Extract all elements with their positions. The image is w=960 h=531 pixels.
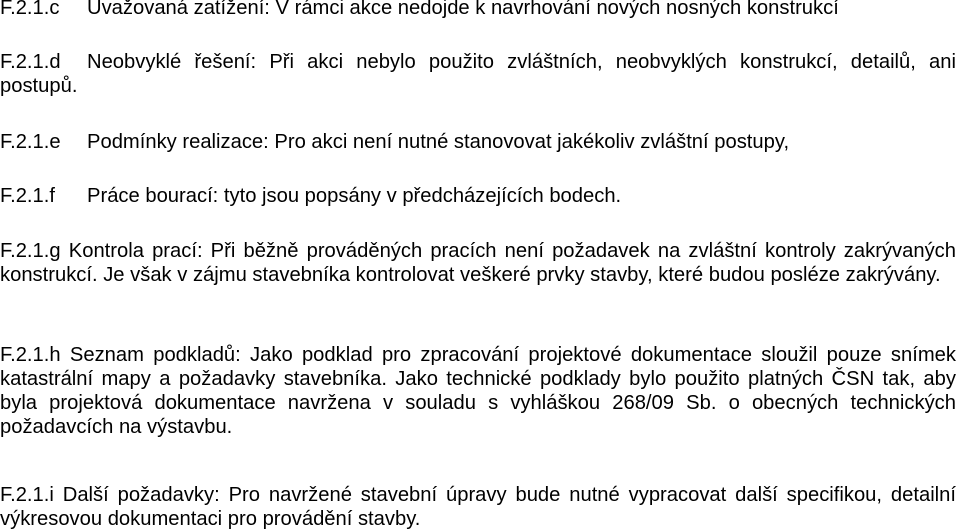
section-text: Neobvyklé řešení: Při akci nebylo použito zvláštních, neobvyklých konstrukcí, detailů, ani postupů.: [0, 51, 956, 97]
section-f-2-1-g: [0, 239, 956, 287]
section-text: Další požadavky: Pro navržené stavební úpravy bude nutné vypracovat další specifikou, detailní výkresovou dokumentaci pro provádění stavby.: [0, 484, 956, 530]
section-code: F.2.1.i: [0, 484, 54, 506]
section-code: F.2.1.g: [0, 240, 61, 262]
section-f-2-1-h: [0, 343, 956, 439]
section-f-2-1-d: [0, 50, 956, 98]
section-code: F.2.1.c: [0, 0, 60, 19]
section-text: Seznam podkladů: Jako podklad pro zpracování projektové dokumentace sloužil pouze snímek katastrální mapy a požadavky stavebníka. Jako technické podklady bylo použito platných ČSN tak, aby byla projektová dokumentace navržena v souladu s vyhláškou 268/09 Sb. o obecných technických požadavcích na výstavbu.: [0, 344, 957, 438]
section-text: Uvažovaná zatížení: V rámci akce nedojde k navrhování nových nosných konstrukcí: [87, 0, 839, 19]
section-f-2-1-i: [0, 483, 956, 531]
section-text: Kontrola prací: Při běžně prováděných pracích není požadavek na zvláštní kontroly zakrývaných konstrukcí. Je však v zájmu stavebníka kontrolovat veškeré prvky stavby, které budou posléze zakrývány.: [0, 240, 957, 286]
section-text: Podmínky realizace: Pro akci není nutné stanovovat jakékoliv zvláštní postupy,: [87, 131, 790, 153]
section-text: Práce bourací: tyto jsou popsány v předcházejících bodech.: [87, 185, 622, 207]
section-code: F.2.1.d: [0, 51, 61, 73]
section-code: F.2.1.f: [0, 185, 55, 207]
section-code: F.2.1.h: [0, 344, 61, 366]
section-code: F.2.1.e: [0, 131, 61, 153]
section-f-2-1-c: [0, 0, 956, 20]
section-f-2-1-e: [0, 130, 956, 154]
section-f-2-1-f: [0, 184, 956, 208]
